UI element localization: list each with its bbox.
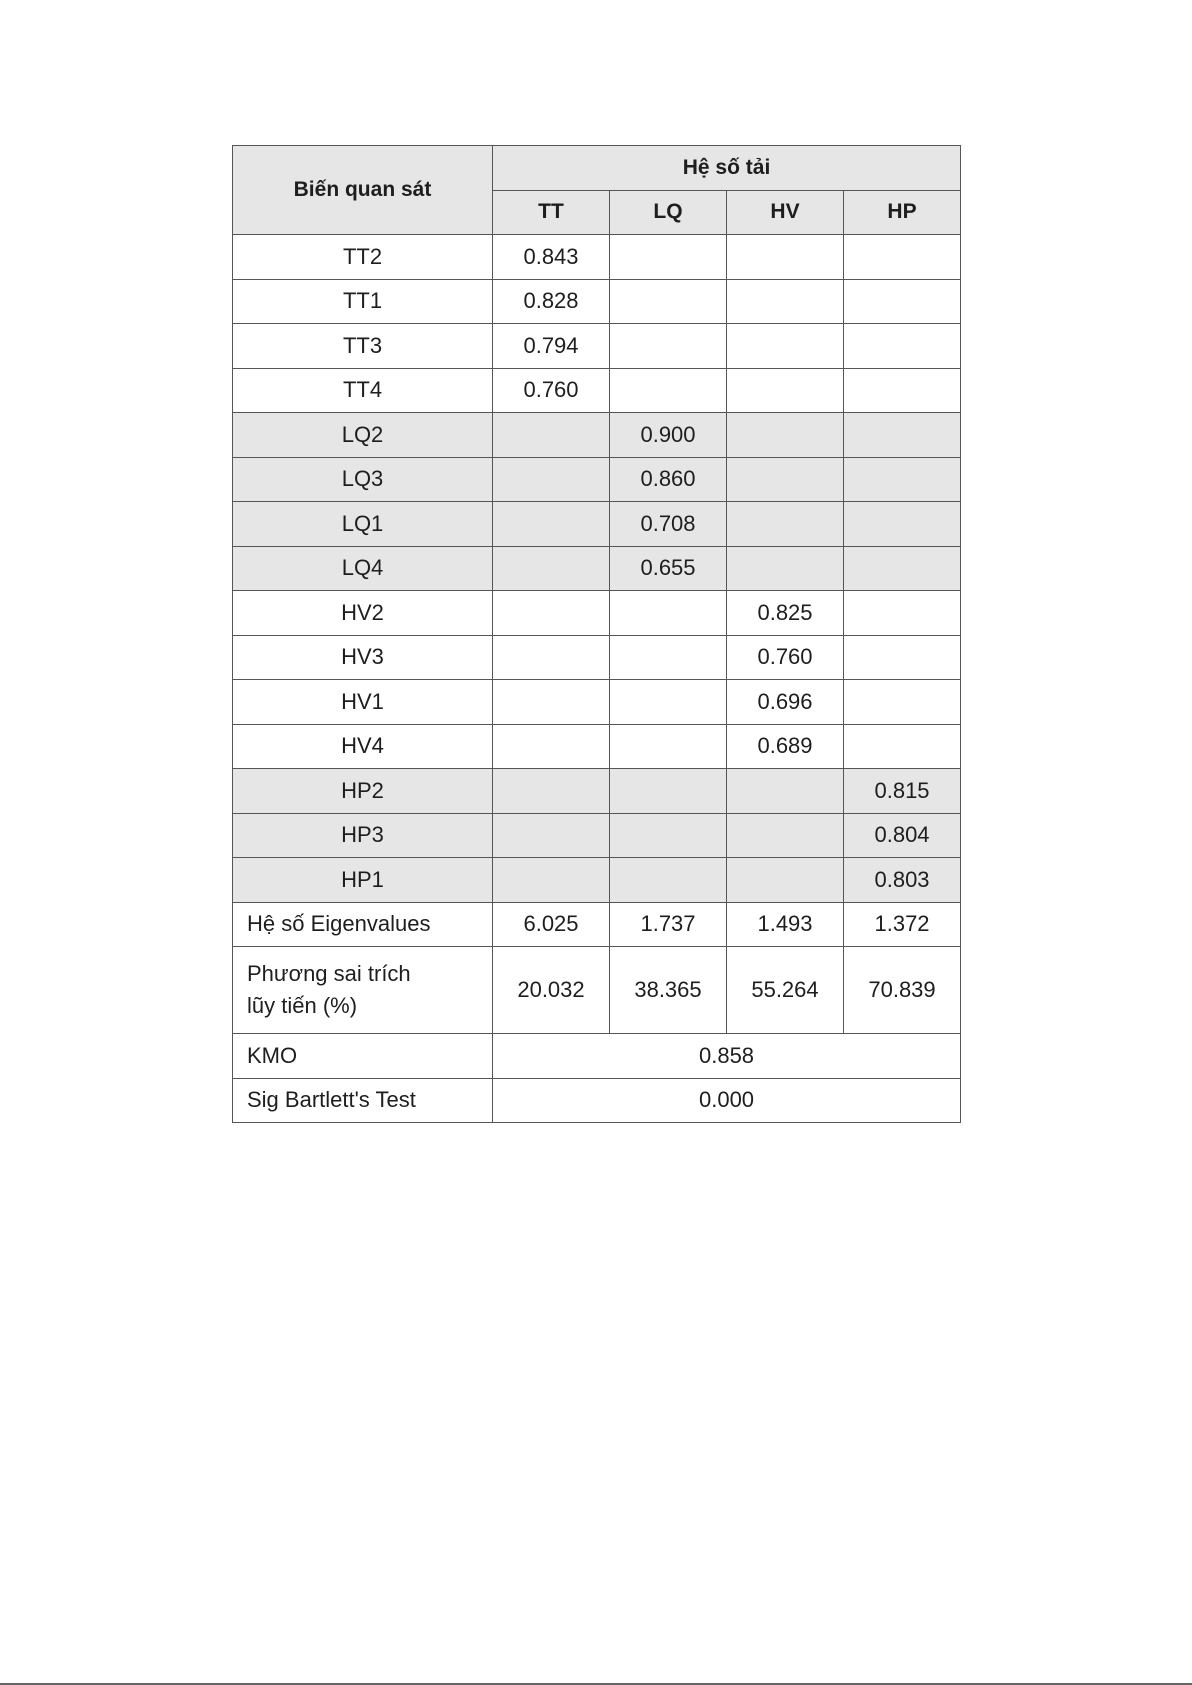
loading-cell bbox=[727, 368, 844, 413]
loading-cell: 0.900 bbox=[610, 413, 727, 458]
loading-cell bbox=[610, 279, 727, 324]
factor-header-lq: LQ bbox=[610, 190, 727, 235]
table-row bbox=[233, 680, 961, 725]
table-row bbox=[233, 724, 961, 769]
kmo-value: 0.858 bbox=[493, 1034, 961, 1079]
table-row bbox=[233, 457, 961, 502]
factor-header-tt: TT bbox=[493, 190, 610, 235]
table-row bbox=[233, 368, 961, 413]
loading-cell: 0.804 bbox=[844, 813, 961, 858]
loading-cell bbox=[493, 457, 610, 502]
loading-cell: 0.825 bbox=[727, 591, 844, 636]
variance-cell: 55.264 bbox=[727, 947, 844, 1034]
cumulative-variance-row bbox=[233, 947, 961, 1034]
loading-cell bbox=[844, 635, 961, 680]
loading-cell bbox=[493, 680, 610, 725]
loading-cell bbox=[610, 368, 727, 413]
loading-cell: 0.760 bbox=[493, 368, 610, 413]
loading-cell: 0.843 bbox=[493, 235, 610, 280]
loading-cell bbox=[493, 591, 610, 636]
loading-cell bbox=[727, 413, 844, 458]
loading-cell bbox=[844, 546, 961, 591]
loading-cell bbox=[610, 635, 727, 680]
table-row bbox=[233, 635, 961, 680]
loading-cell bbox=[727, 279, 844, 324]
eigenvalues-label: Hệ số Eigenvalues bbox=[233, 902, 493, 947]
loading-cell bbox=[844, 591, 961, 636]
variable-name: HV3 bbox=[233, 635, 493, 680]
loading-cell: 0.828 bbox=[493, 279, 610, 324]
cumulative-variance-label-line2: lũy tiến (%) bbox=[247, 993, 358, 1018]
loading-cell: 0.696 bbox=[727, 680, 844, 725]
loading-cell bbox=[610, 235, 727, 280]
table-row bbox=[233, 235, 961, 280]
factor-loading-table bbox=[232, 145, 961, 1123]
variable-name: TT1 bbox=[233, 279, 493, 324]
variable-name: TT4 bbox=[233, 368, 493, 413]
loading-cell bbox=[844, 324, 961, 369]
loading-cell bbox=[844, 279, 961, 324]
eigenvalues-row bbox=[233, 902, 961, 947]
loading-cell bbox=[610, 324, 727, 369]
loading-cell bbox=[610, 680, 727, 725]
loading-cell bbox=[727, 457, 844, 502]
bartlett-label: Sig Bartlett's Test bbox=[233, 1078, 493, 1123]
table-row bbox=[233, 769, 961, 814]
table-row bbox=[233, 324, 961, 369]
loading-cell bbox=[493, 413, 610, 458]
variance-cell: 70.839 bbox=[844, 947, 961, 1034]
cumulative-variance-label bbox=[233, 947, 493, 1034]
factor-header-hp: HP bbox=[844, 190, 961, 235]
variable-name: TT2 bbox=[233, 235, 493, 280]
loading-cell: 0.655 bbox=[610, 546, 727, 591]
loading-cell bbox=[493, 769, 610, 814]
loading-cell bbox=[727, 502, 844, 547]
eigenvalue-cell: 1.372 bbox=[844, 902, 961, 947]
table-row bbox=[233, 591, 961, 636]
loading-cell bbox=[610, 591, 727, 636]
variable-name: LQ2 bbox=[233, 413, 493, 458]
loading-cell bbox=[844, 368, 961, 413]
loading-cell bbox=[610, 724, 727, 769]
loading-cell bbox=[493, 546, 610, 591]
loading-cell bbox=[844, 502, 961, 547]
bartlett-row bbox=[233, 1078, 961, 1123]
loading-cell bbox=[493, 502, 610, 547]
eigenvalue-cell: 1.493 bbox=[727, 902, 844, 947]
loading-cell bbox=[493, 858, 610, 903]
loading-cell: 0.815 bbox=[844, 769, 961, 814]
table-row bbox=[233, 546, 961, 591]
loading-cell bbox=[727, 858, 844, 903]
loading-cell bbox=[844, 724, 961, 769]
loading-cell bbox=[727, 769, 844, 814]
loading-cell: 0.794 bbox=[493, 324, 610, 369]
loading-cell bbox=[493, 635, 610, 680]
loading-cell: 0.689 bbox=[727, 724, 844, 769]
loading-header: Hệ số tải bbox=[493, 146, 961, 191]
factor-header-hv: HV bbox=[727, 190, 844, 235]
loading-cell bbox=[844, 457, 961, 502]
loading-cell bbox=[727, 324, 844, 369]
variable-name: HP3 bbox=[233, 813, 493, 858]
loading-cell bbox=[844, 680, 961, 725]
variable-name: HV4 bbox=[233, 724, 493, 769]
variable-name: TT3 bbox=[233, 324, 493, 369]
loading-cell bbox=[610, 769, 727, 814]
loading-cell: 0.760 bbox=[727, 635, 844, 680]
variable-name: LQ4 bbox=[233, 546, 493, 591]
variance-cell: 20.032 bbox=[493, 947, 610, 1034]
loading-cell: 0.708 bbox=[610, 502, 727, 547]
loading-cell bbox=[844, 413, 961, 458]
kmo-row bbox=[233, 1034, 961, 1079]
loading-cell bbox=[727, 546, 844, 591]
variable-name: LQ1 bbox=[233, 502, 493, 547]
variance-cell: 38.365 bbox=[610, 947, 727, 1034]
table-row bbox=[233, 279, 961, 324]
loading-cell: 0.803 bbox=[844, 858, 961, 903]
loading-cell bbox=[493, 813, 610, 858]
eigenvalue-cell: 1.737 bbox=[610, 902, 727, 947]
cumulative-variance-label-line1: Phương sai trích bbox=[247, 961, 411, 986]
table-row bbox=[233, 858, 961, 903]
variable-name: HV1 bbox=[233, 680, 493, 725]
bartlett-value: 0.000 bbox=[493, 1078, 961, 1123]
variable-header: Biến quan sát bbox=[233, 146, 493, 235]
loading-cell bbox=[610, 858, 727, 903]
variable-name: HP2 bbox=[233, 769, 493, 814]
loading-cell bbox=[610, 813, 727, 858]
table-row bbox=[233, 502, 961, 547]
loading-cell bbox=[844, 235, 961, 280]
loading-cell bbox=[727, 813, 844, 858]
table-row bbox=[233, 813, 961, 858]
loading-cell: 0.860 bbox=[610, 457, 727, 502]
variable-name: HV2 bbox=[233, 591, 493, 636]
variable-name: LQ3 bbox=[233, 457, 493, 502]
variable-name: HP1 bbox=[233, 858, 493, 903]
kmo-label: KMO bbox=[233, 1034, 493, 1079]
table-row bbox=[233, 413, 961, 458]
eigenvalue-cell: 6.025 bbox=[493, 902, 610, 947]
loading-cell bbox=[727, 235, 844, 280]
loading-cell bbox=[493, 724, 610, 769]
